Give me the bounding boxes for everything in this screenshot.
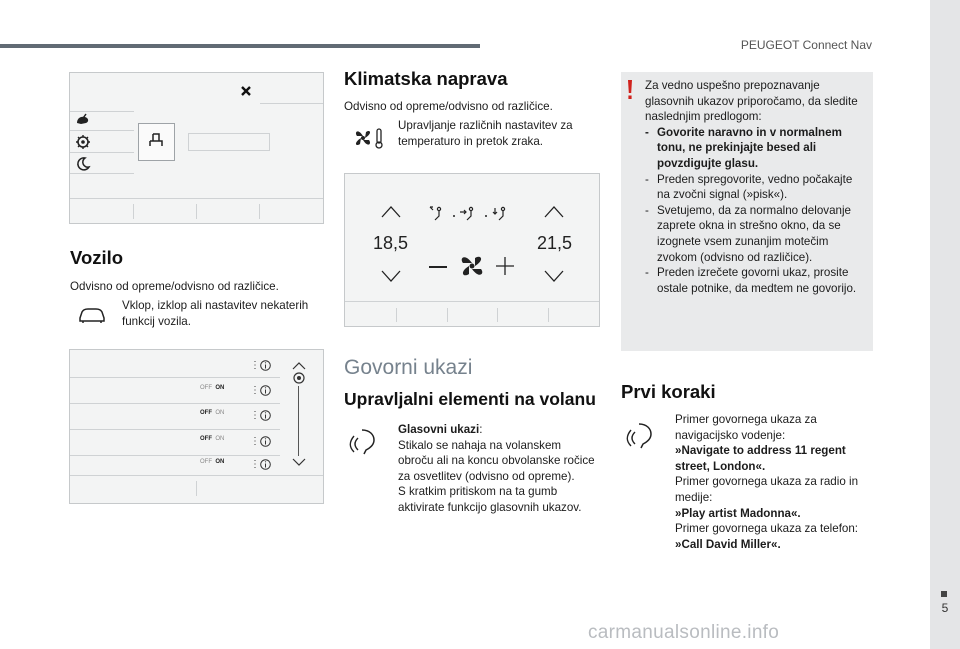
temp-right-up-icon[interactable] — [544, 206, 564, 218]
more-options-icon[interactable]: ⋮ — [250, 410, 260, 421]
prvi-line: navigacijsko vodenje: — [675, 428, 786, 442]
klima-desc: Upravljanje različnih nastavitev za temperaturo in pretok zraka. — [398, 119, 573, 148]
vehicle-menu-screen — [69, 72, 324, 224]
warning-item: - Preden spregovorite, vedno počakajte na zvočni signal (»pisk«). — [645, 172, 867, 203]
climate-screen — [344, 173, 600, 327]
more-options-icon[interactable]: ⋮ — [250, 436, 260, 447]
scroll-down-icon[interactable] — [292, 458, 306, 466]
temp-left-up-icon[interactable] — [381, 206, 401, 218]
warning-intro: naslednjim predlogom: — [645, 110, 762, 124]
prvi-line: Primer govornega ukaza za radio in — [675, 475, 859, 489]
seat-icon — [147, 132, 165, 150]
car-paint-icon — [75, 113, 91, 129]
prvi-example: »Play artist Madonna«. — [675, 506, 801, 520]
moon-icon — [75, 156, 91, 172]
govorni-line: Stikalo se nahaja na volanskem — [398, 438, 562, 452]
toggle-row-4[interactable] — [200, 459, 224, 465]
vehicle-functions-screen — [69, 349, 324, 504]
prvi-heading: Prvi koraki — [621, 381, 716, 402]
page-number: 5 — [941, 601, 949, 615]
toggle-on-label: ON — [215, 385, 225, 391]
scroll-up-icon[interactable] — [292, 362, 306, 370]
klima-heading: Klimatska naprava — [344, 68, 508, 89]
voice-command-icon — [627, 422, 655, 450]
warning-intro: Za vedno uspešno prepoznavanje — [645, 79, 820, 92]
close-icon — [240, 85, 252, 97]
fan-thermometer-icon — [352, 126, 386, 150]
toggle-off-label: OFF — [200, 436, 212, 442]
driver-profile-button[interactable] — [138, 123, 175, 161]
toggle-on-label: ON — [215, 459, 225, 465]
fan-increase-button[interactable] — [495, 256, 515, 276]
govorni-text: Glasovni ukazi: Stikalo se nahaja na volanskem obroču ali na koncu obvolanske ročice za osvetlitev (odvisno od opreme). S kratkim pritiskom na ta gumb aktivirate funkcijo glasovnih ukazov. — [398, 422, 603, 516]
car-icon — [78, 306, 106, 324]
scrollbar-track[interactable] — [298, 386, 299, 456]
page-side-strip — [930, 0, 960, 649]
govorni-subheading: Upravljalni elementi na volanu — [344, 389, 596, 409]
info-icon[interactable] — [260, 385, 271, 396]
scrollbar-thumb[interactable] — [293, 372, 305, 384]
prvi-line: Primer govornega ukaza za — [675, 413, 817, 426]
warning-box — [621, 72, 873, 351]
prvi-line: medije: — [675, 490, 713, 504]
watermark: carmanualsonline.info — [588, 622, 780, 643]
prvi-example: »Navigate to address 11 regent — [675, 444, 846, 458]
info-icon[interactable] — [260, 360, 271, 371]
prvi-example: »Call David Miller«. — [675, 537, 781, 551]
warning-intro: glasovnih ukazov priporočamo, da sledite — [645, 94, 858, 108]
toggle-row-3[interactable] — [200, 436, 224, 442]
klima-intro: Odvisno od opreme/odvisno od različice. — [344, 100, 553, 113]
toggle-off-label: OFF — [200, 459, 212, 465]
info-icon[interactable] — [260, 410, 271, 421]
prvi-example: street, London«. — [675, 459, 766, 473]
more-options-icon[interactable]: ⋮ — [250, 459, 260, 470]
header-title: PEUGEOT Connect Nav — [740, 38, 872, 52]
govorni-line: aktivirate funkcijo glasovnih ukazov. — [398, 500, 582, 514]
more-options-icon[interactable]: ⋮ — [250, 360, 260, 371]
warning-item: - Govorite naravno in v normalnem tonu, ne prekinjajte besed ali povzdigujte glasu. — [645, 125, 867, 172]
warning-exclamation-icon — [626, 79, 634, 101]
voice-command-icon — [350, 428, 378, 456]
govorni-line: S kratkim pritiskom na ta gumb — [398, 485, 558, 499]
govorni-label: Glasovni ukazi — [398, 423, 480, 436]
temp-left-down-icon[interactable] — [381, 270, 401, 282]
more-options-icon[interactable]: ⋮ — [250, 385, 260, 396]
air-distribution-icons[interactable] — [429, 206, 519, 222]
toggle-on-label: ON — [215, 410, 225, 416]
vozilo-intro: Odvisno od opreme/odvisno od različice. — [70, 280, 279, 293]
govorni-line: za osvetlitev (odvisno od opreme). — [398, 469, 575, 483]
prvi-line: Primer govornega ukaza za telefon: — [675, 522, 859, 536]
fan-decrease-button[interactable] — [429, 266, 447, 268]
fan-speed-icon — [457, 252, 487, 280]
info-icon[interactable] — [260, 436, 271, 447]
toggle-off-label: OFF — [200, 410, 212, 416]
settings-gear-icon — [75, 134, 91, 150]
prvi-text — [675, 412, 875, 552]
vozilo-heading: Vozilo — [70, 247, 124, 268]
header-bar — [0, 44, 480, 48]
warning-item: - Svetujemo, da za normalno delovanje zaprete okna in strešno okno, da se izognete vsem zunanjim motečim zvokom (odvisno od različice). — [645, 203, 867, 265]
toggle-row-2[interactable] — [200, 410, 224, 416]
warning-item: - Preden izrečete govorni ukaz, prosite ostale potnike, da medtem ne govorijo. — [645, 265, 867, 296]
temp-left-value: 18,5 — [373, 233, 409, 253]
temp-right-value: 21,5 — [537, 233, 573, 253]
vozilo-desc: Vklop, izklop ali nastavitev nekaterih funkcij vozila. — [122, 299, 309, 328]
toggle-on-label: ON — [215, 436, 225, 442]
toggle-row-1[interactable] — [200, 385, 224, 391]
govorni-title: Govorni ukazi — [344, 356, 473, 379]
toggle-off-label: OFF — [200, 385, 212, 391]
page-marker — [941, 591, 947, 597]
info-icon[interactable] — [260, 459, 271, 470]
govorni-line: obroču ali na koncu obvolanske ročice — [398, 454, 595, 468]
temp-right-down-icon[interactable] — [544, 270, 564, 282]
